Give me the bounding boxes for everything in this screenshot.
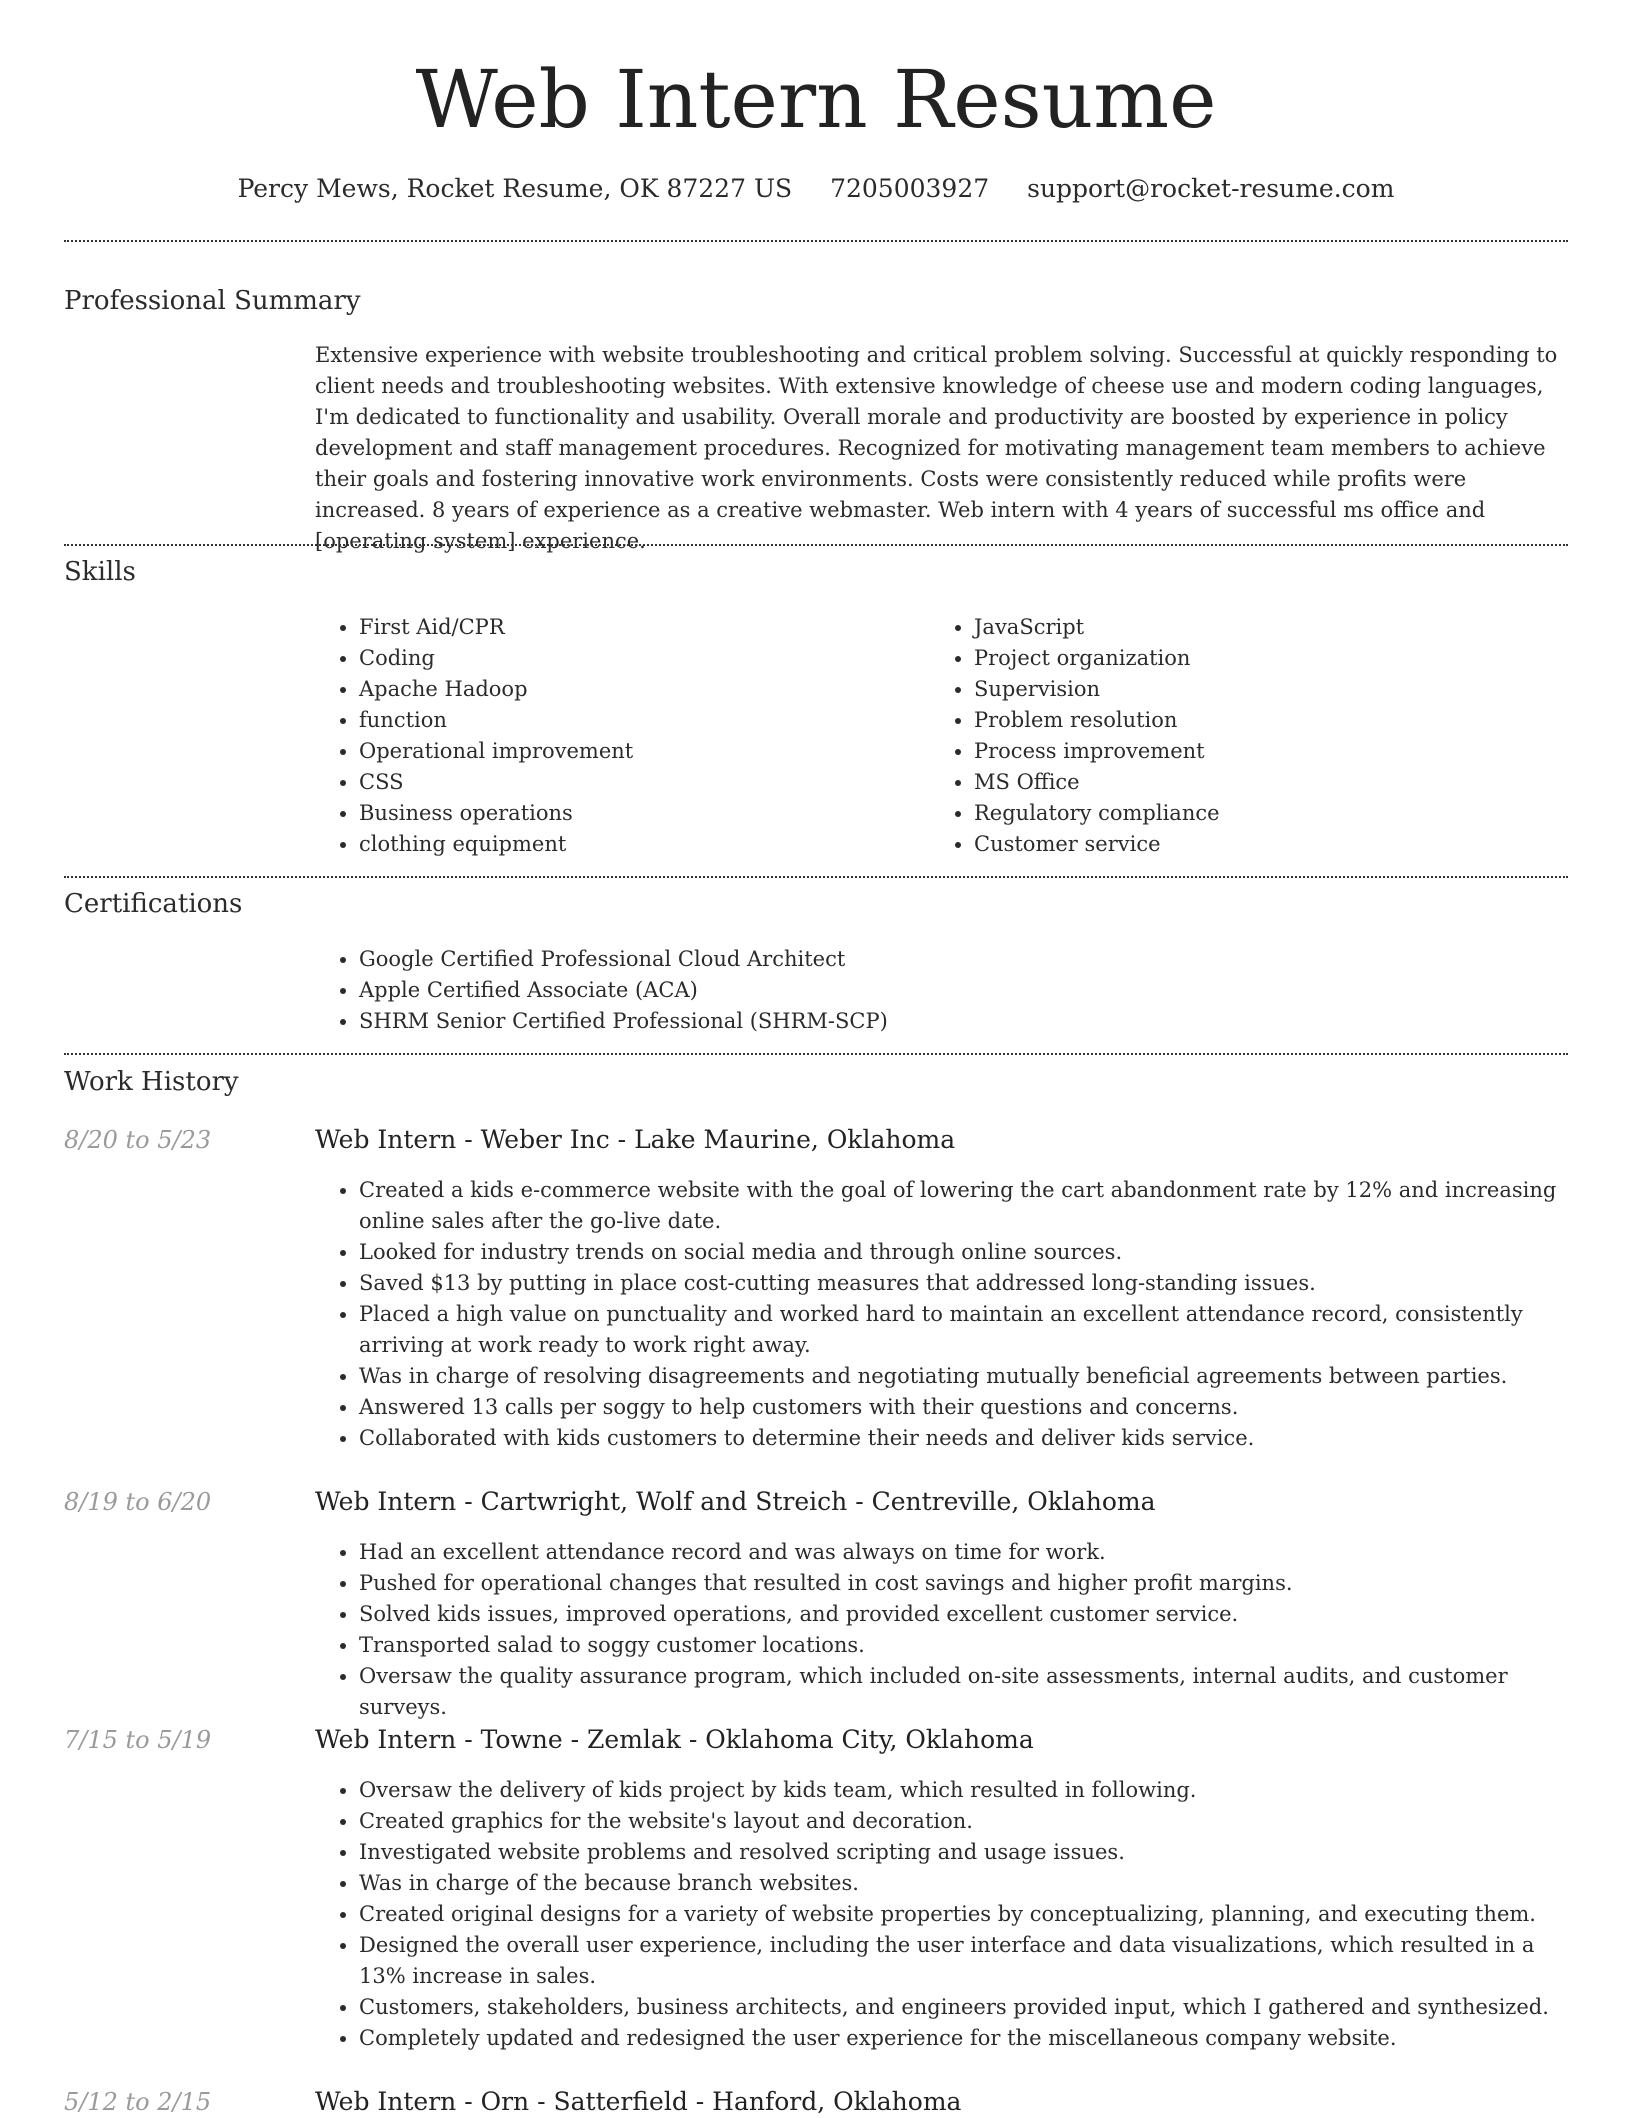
- job-title: Web Intern - Weber Inc - Lake Maurine, Oklahoma: [315, 1125, 956, 1154]
- job-bullets: [315, 1175, 1568, 1454]
- job-bullet: • Was in charge of resolving disagreements and negotiating mutually beneficial agreements between parties.: [359, 1361, 1568, 1392]
- skills-heading: Skills: [64, 557, 136, 587]
- job-bullet: • Answered 13 calls per soggy to help customers with their questions and concerns.: [359, 1392, 1568, 1423]
- job-bullet: • Looked for industry trends on social media and through online sources.: [359, 1237, 1568, 1268]
- job-bullet: • Oversaw the delivery of kids project by kids team, which resulted in following.: [359, 1775, 1568, 1806]
- job-bullet: • Created original designs for a variety of website properties by conceptualizing, planning, and executing them.: [359, 1899, 1568, 1930]
- job-dates: 7/15 to 5/19: [64, 1726, 212, 1754]
- contact-phone: 7205003927: [830, 174, 990, 203]
- job-bullet: • Saved $13 by putting in place cost-cutting measures that addressed long-standing issues.: [359, 1268, 1568, 1299]
- skill-item: • Apache Hadoop: [359, 674, 929, 705]
- contact-line: [64, 172, 1568, 206]
- certification-item: • SHRM Senior Certified Professional (SHRM-SCP): [359, 1006, 1568, 1037]
- divider: [64, 544, 1568, 546]
- job-bullet: • Pushed for operational changes that resulted in cost savings and higher profit margins.: [359, 1568, 1568, 1599]
- job-bullet: • Completely updated and redesigned the user experience for the miscellaneous company website.: [359, 2023, 1568, 2054]
- skill-item: • Process improvement: [974, 736, 1544, 767]
- skill-item: • Coding: [359, 643, 929, 674]
- divider: [64, 240, 1568, 242]
- certifications-list: [315, 944, 1568, 1037]
- divider: [64, 876, 1568, 878]
- job-bullet: • Designed the overall user experience, including the user interface and data visualizations, which resulted in a 13% increase in sales.: [359, 1930, 1568, 1992]
- skill-item: • Regulatory compliance: [974, 798, 1544, 829]
- job-bullet: • Created graphics for the website's layout and decoration.: [359, 1806, 1568, 1837]
- certification-item: • Apple Certified Associate (ACA): [359, 975, 1568, 1006]
- job-title: Web Intern - Orn - Satterfield - Hanford, Oklahoma: [315, 2087, 962, 2116]
- contact-email: support@rocket-resume.com: [1027, 174, 1395, 203]
- skill-item: • CSS: [359, 767, 929, 798]
- job-title: Web Intern - Cartwright, Wolf and Streich - Centreville, Oklahoma: [315, 1487, 1156, 1516]
- job-bullet: • Collaborated with kids customers to determine their needs and deliver kids service.: [359, 1423, 1568, 1454]
- skills-list: [315, 612, 1568, 862]
- job-dates: 5/12 to 2/15: [64, 2088, 212, 2116]
- skill-item: • First Aid/CPR: [359, 612, 929, 643]
- certification-item: • Google Certified Professional Cloud Architect: [359, 944, 1568, 975]
- job-bullets: [315, 1537, 1568, 1723]
- skill-item: • Project organization: [974, 643, 1544, 674]
- job-bullet: • Customers, stakeholders, business architects, and engineers provided input, which I gathered and synthesized.: [359, 1992, 1568, 2023]
- skill-item: • Customer service: [974, 829, 1544, 860]
- skills-column-right: [930, 612, 1544, 860]
- divider: [64, 1053, 1568, 1055]
- contact-address: Percy Mews, Rocket Resume, OK 87227 US: [237, 174, 793, 203]
- resume-title: Web Intern Resume: [415, 53, 1217, 146]
- certifications-heading: Certifications: [64, 889, 243, 919]
- skills-column-left: [315, 612, 929, 860]
- job-bullet: • Was in charge of the because branch websites.: [359, 1868, 1568, 1899]
- job-bullets: [315, 1775, 1568, 2054]
- job-bullet: • Created a kids e-commerce website with the goal of lowering the cart abandonment rate by 12% and increasing online sales after the go-live date.: [359, 1175, 1568, 1237]
- job-dates: 8/19 to 6/20: [64, 1488, 212, 1516]
- job-bullet: • Transported salad to soggy customer locations.: [359, 1630, 1568, 1661]
- job-dates: 8/20 to 5/23: [64, 1126, 212, 1154]
- skill-item: • Operational improvement: [359, 736, 929, 767]
- skill-item: • MS Office: [974, 767, 1544, 798]
- job-bullet: • Had an excellent attendance record and was always on time for work.: [359, 1537, 1568, 1568]
- skill-item: • Supervision: [974, 674, 1544, 705]
- summary-heading: Professional Summary: [64, 286, 361, 316]
- summary-text: Extensive experience with website troubleshooting and critical problem solving. Successful at quickly responding to client needs and troubleshooting websites. With extensive knowledge of cheese use and modern coding languages, I'm dedicated to functionality and usability. Overall morale and productivity are boosted by experience in policy development and staff management procedures. Recognized for motivating management team members to achieve their goals and fostering innovative work environments. Costs were consistently reduced while profits were increased. 8 years of experience as a creative webmaster. Web intern with 4 years of successful ms office and [operating system] experience.: [315, 343, 1558, 553]
- work-history-heading: Work History: [64, 1067, 239, 1097]
- job-title: Web Intern - Towne - Zemlak - Oklahoma City, Oklahoma: [315, 1725, 1034, 1754]
- job-bullet: • Solved kids issues, improved operations, and provided excellent customer service.: [359, 1599, 1568, 1630]
- job-bullet: • Investigated website problems and resolved scripting and usage issues.: [359, 1837, 1568, 1868]
- job-bullet: • Placed a high value on punctuality and worked hard to maintain an excellent attendance record, consistently arriving at work ready to work right away.: [359, 1299, 1568, 1361]
- job-bullet: • Oversaw the quality assurance program, which included on-site assessments, internal audits, and customer surveys.: [359, 1661, 1568, 1723]
- skill-item: • JavaScript: [974, 612, 1544, 643]
- skill-item: • function: [359, 705, 929, 736]
- skill-item: • Problem resolution: [974, 705, 1544, 736]
- skill-item: • clothing equipment: [359, 829, 929, 860]
- skill-item: • Business operations: [359, 798, 929, 829]
